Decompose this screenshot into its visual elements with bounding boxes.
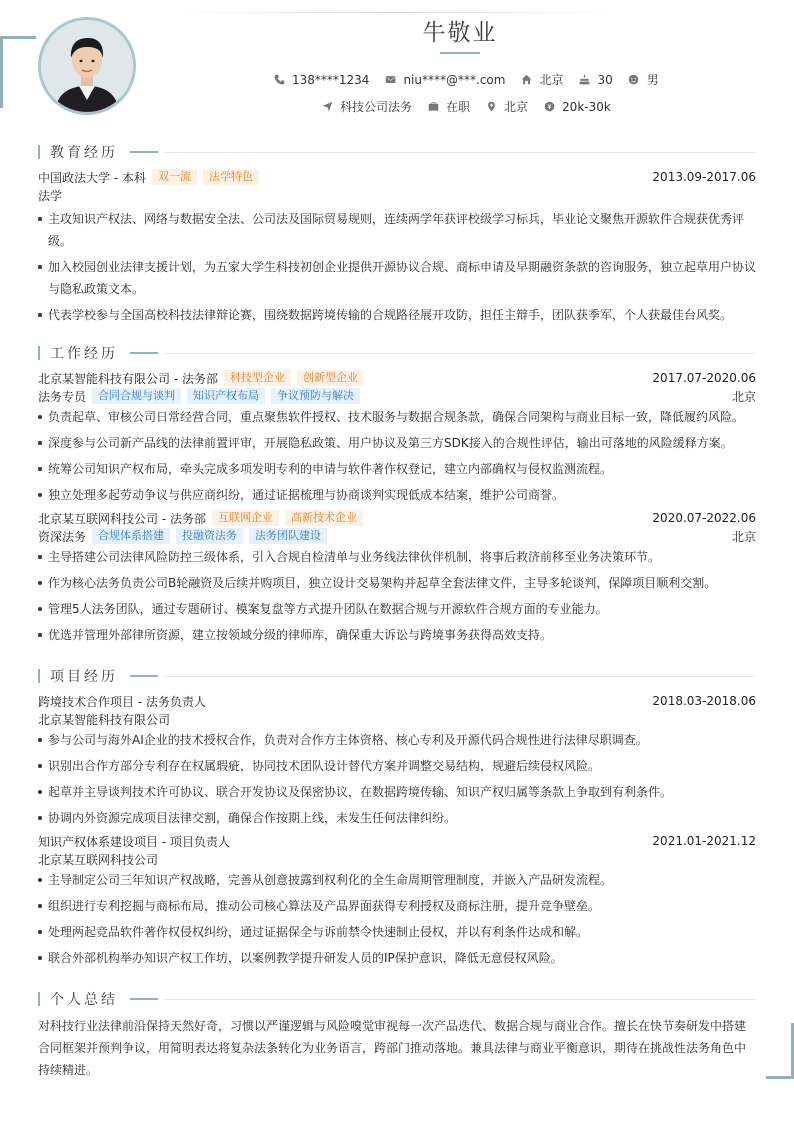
gender-text: 男: [646, 73, 659, 87]
project-header: [38, 832, 756, 850]
school-tag: 双一流: [152, 169, 197, 185]
avatar: [38, 17, 136, 115]
project-name: 知识产权体系建设项目 - 项目负责人: [38, 834, 230, 849]
skill-tag: 合同合规与谈判: [92, 388, 181, 404]
list-item: 深度参与公司新产品线的法律前置评审，开展隐私政策、用户协议及第三方SDK接入的合规性评估，输出可落地的风险缓释方案。: [38, 432, 756, 454]
company-tag: 创新型企业: [297, 370, 364, 386]
skill-tag: 合规体系搭建: [92, 528, 170, 544]
email-text: niu****@***.com: [403, 72, 506, 87]
project-date: 2018.03-2018.06: [652, 694, 756, 708]
project-org: 北京某互联网科技公司: [38, 852, 159, 867]
job-status-item: [426, 98, 470, 115]
work-header: [38, 509, 756, 527]
skill-tag: 法务团队建设: [249, 528, 327, 544]
name-block: [310, 14, 610, 47]
section-title-projects: [38, 666, 756, 686]
school-name: 中国政法大学 - 本科: [38, 170, 146, 185]
list-item: 主导搭建公司法律风险防控三级体系，引入合规自检清单与业务线法律伙伴机制，将事后救济前移至业务决策环节。: [38, 546, 756, 568]
list-item: 主导制定公司三年知识产权战略，完善从创意披露到权利化的全生命周期管理制度，并嵌入产品研发流程。: [38, 869, 756, 891]
education-bullets: [38, 208, 756, 326]
corner-decoration-bottom-right: [766, 1023, 794, 1079]
list-item: 处理两起竞品软件著作权侵权纠纷，通过证据保全与诉前禁令快速制止侵权，并以有利条件达成和解。: [38, 921, 756, 943]
section-title-summary: [38, 989, 756, 1009]
list-item: 参与公司与海外AI企业的技术授权合作，负责对合作方主体资格、核心专利及开源代码合规性进行法律尽职调查。: [38, 729, 756, 751]
candidate-name: 牛敬业: [422, 20, 498, 46]
work-city: 北京: [731, 389, 756, 404]
work-entry: [38, 369, 756, 510]
list-item: 统筹公司知识产权布局，牵头完成多项发明专利的申请与软件著作权登记，建立内部确权与侵权监测流程。: [38, 458, 756, 480]
corner-decoration-top-left: [0, 36, 36, 108]
skill-tag: 争议预防与解决: [271, 388, 360, 404]
company-name: 北京某智能科技有限公司 - 法务部: [38, 371, 218, 386]
work-bullets: [38, 406, 756, 506]
role-row: [38, 527, 756, 545]
project-entry: [38, 832, 756, 973]
work-date: 2017.07-2020.06: [652, 371, 756, 385]
briefcase-icon: [426, 100, 440, 114]
target-position-item: [320, 98, 412, 115]
phone-text: 138****1234: [292, 72, 370, 87]
send-icon: [320, 100, 334, 114]
work-city: 北京: [731, 529, 756, 544]
mail-icon: [383, 73, 397, 87]
list-item: 主攻知识产权法、网络与数据安全法、公司法及国际贸易规则，连续两学年获评校级学习标兵，毕业论文聚焦开源软件合规获优秀评级。: [38, 208, 756, 252]
work-header: [38, 369, 756, 387]
major-row: [38, 186, 756, 204]
section-title-text: 项目经历: [50, 669, 118, 685]
list-item: 联合外部机构举办知识产权工作坊，以案例教学提升研发人员的IP保护意识，降低无意侵权风险。: [38, 947, 756, 969]
list-item: 负责起草、审核公司日常经营合同，重点聚焦软件授权、技术服务与数据合规条款，确保合同架构与商业目标一致，降低履约风险。: [38, 406, 756, 428]
list-item: 代表学校参与全国高校科技法律辩论赛，围绕数据跨境传输的合规路径展开攻防，担任主辩手，团队获季军，个人获最佳台风奖。: [38, 304, 756, 326]
list-item: 加入校园创业法律支援计划，为五家大学生科技初创企业提供开源协议合规、商标申请及早期融资条款的咨询服务，独立起草用户协议与隐私政策文本。: [38, 256, 756, 300]
section-title-education: [38, 142, 756, 162]
list-item: 协调内外资源完成项目法律交割，确保合作按期上线，未发生任何法律纠纷。: [38, 807, 756, 829]
summary-text: 对科技行业法律前沿保持天然好奇，习惯以严谨逻辑与风险嗅觉审视每一次产品迭代、数据合规与商业合作。擅长在快节奏研发中搭建合同框架并预判争议，用简明表达将复杂法条转化为业务语言，跨部门推动落地。兼具法律与商业平衡意识，期待在挑战性法务角色中持续精进。: [38, 1019, 747, 1077]
list-item: 管理5人法务团队，通过专题研讨、模案复盘等方式提升团队在数据合规与开源软件合规方面的专业能力。: [38, 598, 756, 620]
target-position-text: 科技公司法务: [340, 100, 413, 114]
avatar-portrait: [41, 20, 133, 112]
target-city-text: 北京: [504, 100, 529, 114]
email-item: [383, 73, 505, 87]
list-item: 作为核心法务负责公司B轮融资及后续并购项目，独立设计交易架构并起草全套法律文件，主导多轮谈判，保障项目顺利交割。: [38, 572, 756, 594]
gender-icon: [627, 73, 641, 87]
education-entry: [38, 168, 756, 330]
salary-icon: [542, 100, 556, 114]
company-name: 北京某互联网科技公司 - 法务部: [38, 511, 206, 526]
company-tag: 科技型企业: [224, 370, 291, 386]
top-divider: [178, 12, 614, 13]
project-header: [38, 692, 756, 710]
list-item: 独立处理多起劳动争议与供应商纠纷，通过证据梳理与协商谈判实现低成本结案，维护公司商誉。: [38, 484, 756, 506]
education-date: 2013.09-2017.06: [652, 170, 756, 184]
age-item: [577, 73, 612, 87]
education-header: [38, 168, 756, 186]
salary-text: 20k-30k: [562, 99, 611, 114]
gender-item: [627, 71, 659, 88]
section-title-text: 教育经历: [50, 145, 118, 161]
work-date: 2020.07-2022.06: [652, 511, 756, 525]
company-tag: 互联网企业: [212, 510, 279, 526]
residence-text: 北京: [539, 73, 564, 87]
project-date: 2021.01-2021.12: [652, 834, 756, 848]
salary-item: [542, 100, 611, 114]
list-item: 组织进行专利挖掘与商标布局，推动公司核心算法及产品界面获得专利授权及商标注册，提升竞争壁垒。: [38, 895, 756, 917]
project-org-row: [38, 710, 756, 728]
home-icon: [519, 73, 533, 87]
residence-item: [519, 71, 563, 88]
project-org: 北京某智能科技有限公司: [38, 712, 171, 727]
project-org-row: [38, 850, 756, 868]
age-text: 30: [597, 72, 613, 87]
contact-info-row: [272, 71, 659, 88]
cake-icon: [577, 73, 591, 87]
project-entry: [38, 692, 756, 833]
target-city-item: [484, 98, 528, 115]
role-name: 资深法务: [38, 529, 87, 544]
project-name: 跨境技术合作项目 - 法务负责人: [38, 694, 206, 709]
skill-tag: 知识产权布局: [187, 388, 265, 404]
job-intent-row: [320, 98, 611, 115]
role-name: 法务专员: [38, 389, 87, 404]
major: 法学: [38, 188, 63, 203]
phone-item: [272, 73, 369, 87]
role-row: [38, 387, 756, 405]
phone-icon: [272, 73, 286, 87]
project-bullets: [38, 729, 756, 829]
section-title-text: 工作经历: [50, 346, 118, 362]
name-underline: [440, 52, 480, 54]
school-tag: 法学特色: [203, 169, 259, 185]
company-tag: 高新技术企业: [285, 510, 363, 526]
list-item: 优选并管理外部律所资源，建立按领域分级的律师库，确保重大诉讼与跨境事务获得高效支持。: [38, 624, 756, 646]
section-title-work: [38, 343, 756, 363]
skill-tag: 投融资法务: [176, 528, 243, 544]
list-item: 识别出合作方部分专利存在权属瑕疵，协同技术团队设计替代方案并调整交易结构，规避后续侵权风险。: [38, 755, 756, 777]
work-bullets: [38, 546, 756, 646]
section-title-text: 个人总结: [50, 992, 118, 1008]
list-item: 起草并主导谈判技术许可协议、联合开发协议及保密协议，在数据跨境传输、知识产权归属等条款上争取到有利条件。: [38, 781, 756, 803]
project-bullets: [38, 869, 756, 969]
job-status-text: 在职: [446, 100, 471, 114]
work-entry: [38, 509, 756, 650]
location-icon: [484, 100, 498, 114]
